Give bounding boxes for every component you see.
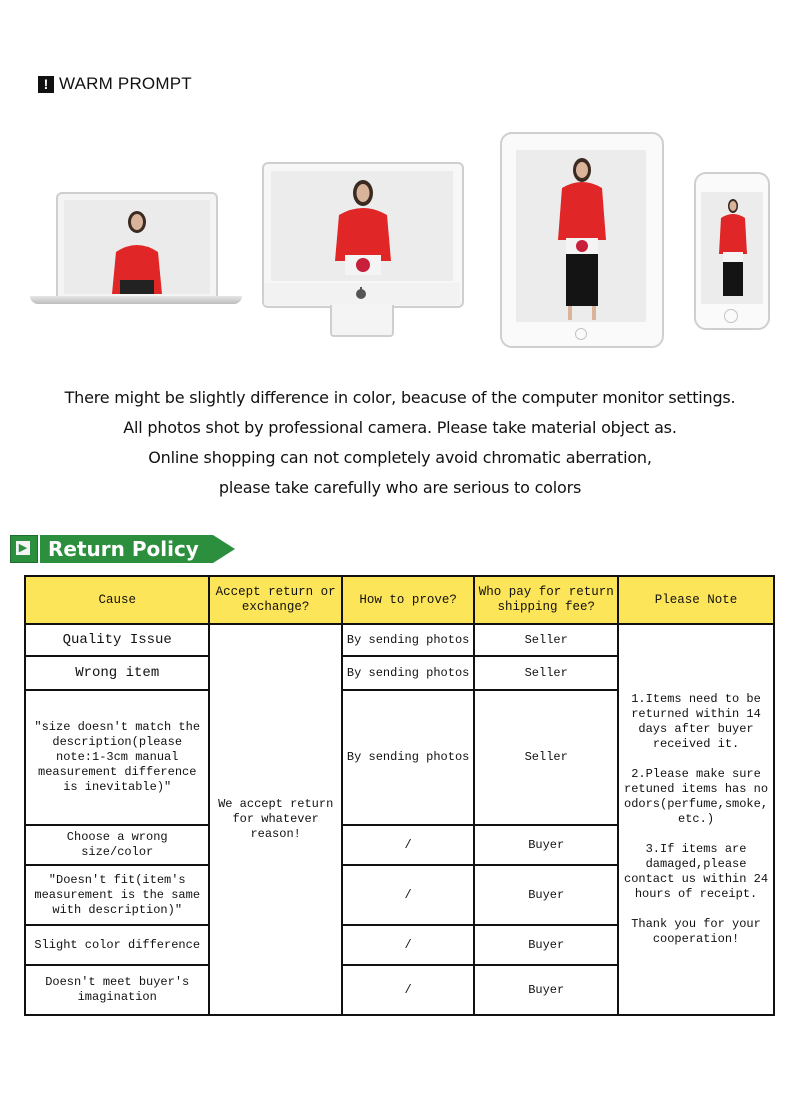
tablet-illustration <box>500 132 664 348</box>
imac-screen-photo <box>271 171 453 281</box>
cause-cell: "size doesn't match the description(please note:1-3cm manual measurement difference is inevitable)" <box>25 690 209 825</box>
model-photo-image <box>271 171 453 281</box>
prove-cell: / <box>342 925 474 965</box>
arrow-right-icon: ▶ <box>10 535 38 563</box>
laptop-illustration <box>56 192 218 300</box>
notice-line: please take carefully who are serious to colors <box>218 478 582 497</box>
imac-stand <box>330 305 394 337</box>
note-item: 3.If items are damaged,please contact us within 24 hours of receipt. <box>624 842 769 901</box>
notice-line: All photos shot by professional camera. Please take material object as. <box>123 418 677 437</box>
cause-cell: Quality Issue <box>25 624 209 656</box>
note-item: 1.Items need to be returned within 14 days after buyer received it. <box>631 692 761 751</box>
notice-line: There might be slightly difference in color, beacuse of the computer monitor settings. <box>64 388 736 407</box>
prove-cell: By sending photos <box>342 690 474 825</box>
accept-all-cell: We accept return for whatever reason! <box>209 624 341 1015</box>
note-item: 2.Please make sure retuned items has no odors(perfume,smoke, etc.) <box>624 767 769 826</box>
return-policy-table <box>24 575 775 1016</box>
return-policy-title: Return Policy <box>40 535 213 563</box>
warm-prompt-title: WARM PROMPT <box>59 74 192 93</box>
header-prove: How to prove? <box>342 576 474 624</box>
tablet-screen-photo <box>516 150 646 322</box>
home-button-icon <box>724 309 738 323</box>
laptop-base <box>30 296 242 304</box>
notice-line: Online shopping can not completely avoid chromatic aberration, <box>148 448 652 467</box>
warning-icon: ! <box>38 76 54 93</box>
laptop-screen-photo <box>64 200 210 294</box>
prove-cell: / <box>342 825 474 865</box>
header-cause: Cause <box>25 576 209 624</box>
table-row <box>25 624 774 656</box>
prove-cell: / <box>342 965 474 1015</box>
warm-prompt-heading <box>38 74 192 94</box>
cause-cell: Slight color difference <box>25 925 209 965</box>
phone-illustration <box>694 172 770 330</box>
who-pays-cell: Seller <box>474 656 618 690</box>
cause-cell: Wrong item <box>25 656 209 690</box>
who-pays-cell: Buyer <box>474 825 618 865</box>
who-pays-cell: Buyer <box>474 865 618 925</box>
who-pays-cell: Buyer <box>474 965 618 1015</box>
prove-cell: By sending photos <box>342 624 474 656</box>
prove-cell: / <box>342 865 474 925</box>
home-button-icon <box>575 328 587 340</box>
cause-cell: "Doesn't fit(item's measurement is the same with description)" <box>25 865 209 925</box>
cause-cell: Choose a wrong size/color <box>25 825 209 865</box>
who-pays-cell: Buyer <box>474 925 618 965</box>
phone-screen-photo <box>701 192 763 304</box>
table-header-row <box>25 576 774 624</box>
prove-cell: By sending photos <box>342 656 474 690</box>
header-accept: Accept return or exchange? <box>209 576 341 624</box>
model-photo-image <box>516 150 646 322</box>
who-pays-cell: Seller <box>474 624 618 656</box>
return-policy-banner <box>10 535 213 563</box>
notes-cell <box>618 624 774 1015</box>
model-photo-image <box>64 200 210 294</box>
header-note: Please Note <box>618 576 774 624</box>
who-pays-cell: Seller <box>474 690 618 825</box>
note-item: Thank you for your cooperation! <box>631 917 761 946</box>
model-photo-image <box>701 192 763 304</box>
apple-logo-icon <box>354 286 368 300</box>
header-who-pays: Who pay for return shipping fee? <box>474 576 618 624</box>
cause-cell: Doesn't meet buyer's imagination <box>25 965 209 1015</box>
